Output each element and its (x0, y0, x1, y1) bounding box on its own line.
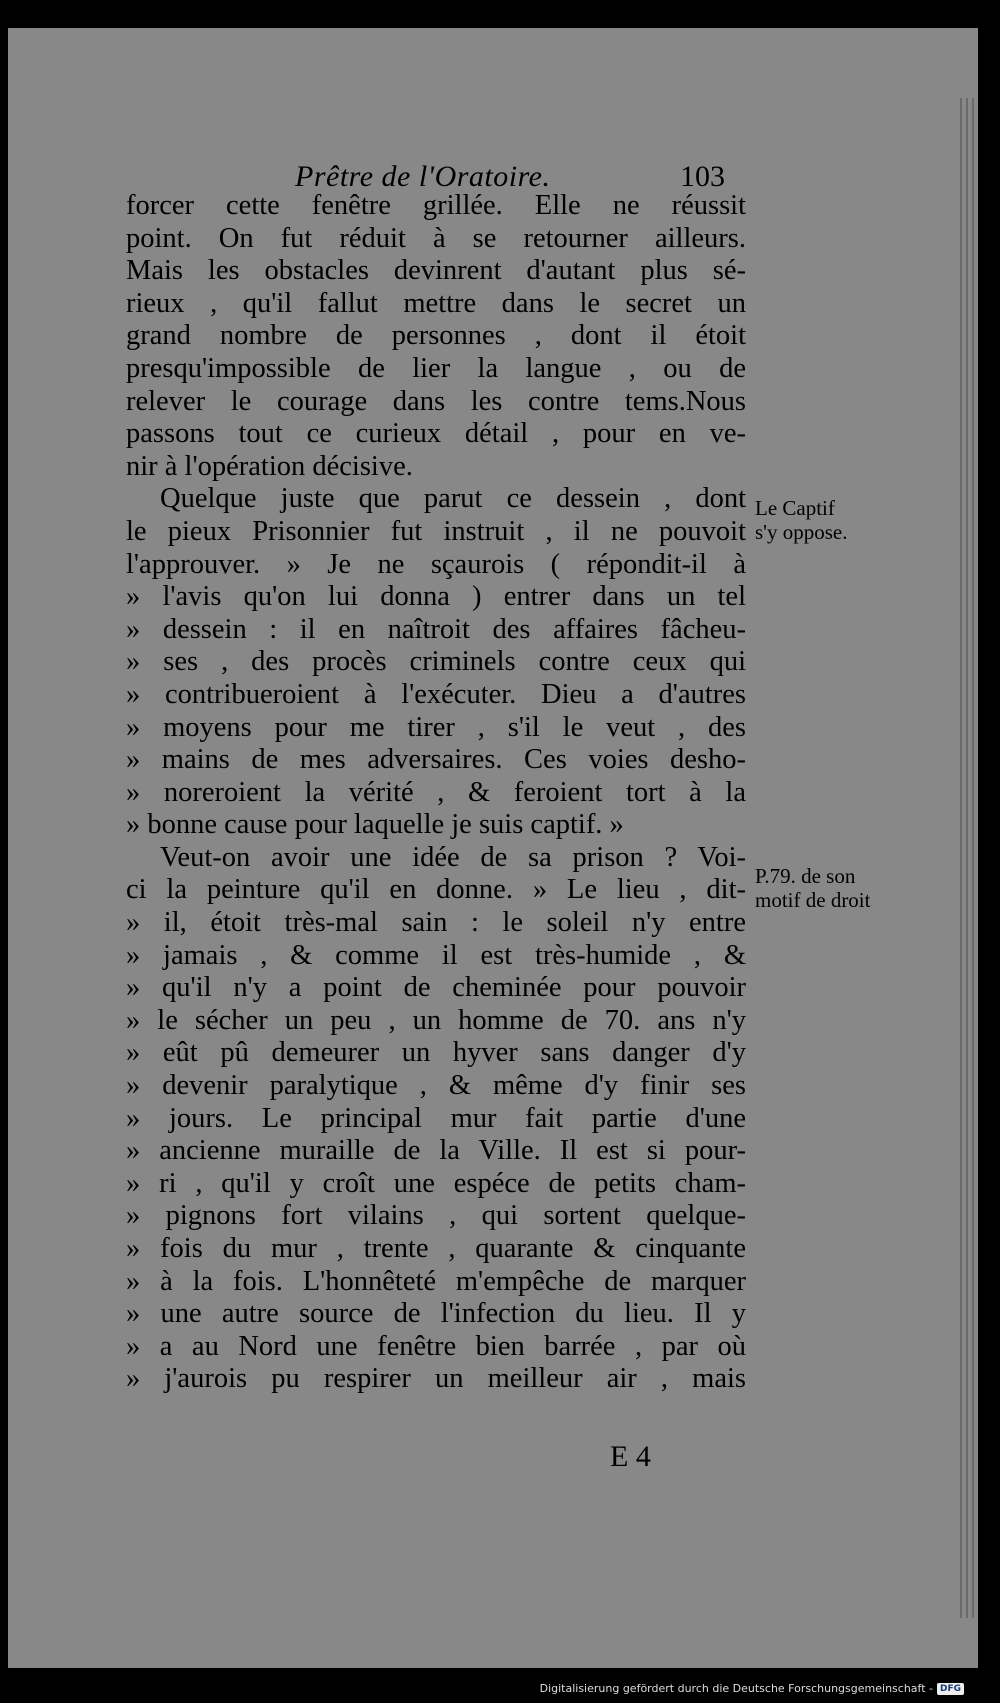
margin-note-line: s'y oppose. (755, 520, 848, 544)
text-line: » dessein : il en naîtroit des affaires fâcheu- (126, 613, 746, 645)
text-line: » a au Nord une fenêtre bien barrée , par où (126, 1330, 746, 1362)
text-line: » fois du mur , trente , quarante & cinquante (126, 1233, 746, 1264)
margin-note-line: P.79. de son (755, 864, 856, 888)
signature-mark: E 4 (610, 1440, 651, 1473)
margin-note-line: Le Captif (755, 496, 835, 520)
text-line: » j'aurois pu respirer un meilleur air , mais (126, 1363, 746, 1395)
margin-note (755, 496, 847, 544)
text-line: » à la fois. L'honnêteté m'empêche de marquer (126, 1265, 746, 1297)
text-line: » il, étoit très-mal sain : le soleil n'y entre (126, 907, 746, 939)
body-text (126, 190, 746, 1396)
text-line: » l'avis qu'on lui donna ) entrer dans un tel (126, 581, 746, 613)
text-line: point. On fut réduit à se retourner ailleurs. (126, 222, 746, 254)
text-line: rieux , qu'il fallut mettre dans le secret un (126, 287, 746, 319)
text-line: » ses , des procès criminels contre ceux qui (126, 646, 746, 678)
text-line: » jamais , & comme il est très-humide , & (126, 939, 746, 971)
text-line: passons tout ce curieux détail , pour en ve- (126, 418, 746, 450)
text-line: » pignons fort vilains , qui sortent quelque- (126, 1200, 746, 1232)
text-line: l'approuver. » Je ne sçaurois ( répondit-il à (126, 548, 746, 580)
text-line: » qu'il n'y a point de cheminée pour pouvoir (126, 972, 746, 1004)
text-line: » moyens pour me tirer , s'il le veut , des (126, 711, 746, 743)
text-line: » une autre source de l'infection du lieu. Il y (126, 1298, 746, 1330)
text-line: ci la peinture qu'il en donne. » Le lieu , dit- (126, 874, 746, 906)
text-line: le pieux Prisonnier fut instruit , il ne pouvoit (126, 515, 746, 547)
text-line: » bonne cause pour laquelle je suis captif. » (126, 809, 624, 841)
page-edge-line (966, 98, 968, 1618)
text-line: » jours. Le principal mur fait partie d'une (126, 1102, 746, 1134)
text-line: » le sécher un peu , un homme de 70. ans n'y (126, 1004, 746, 1036)
text-line: » noreroient la vérité , & feroient tort à la (126, 776, 746, 808)
text-line: » eût pû demeurer un hyver sans danger d'y (126, 1037, 746, 1069)
text-line: Quelque juste que parut ce dessein , dont (160, 483, 746, 515)
text-line: » devenir paralytique , & même d'y finir ses (126, 1070, 746, 1102)
page-edge-line (972, 98, 974, 1618)
text-line: grand nombre de personnes , dont il étoit (126, 320, 746, 352)
text-line: » ancienne muraille de la Ville. Il est si pour- (126, 1135, 746, 1167)
page-number: 103 (680, 160, 725, 193)
dfg-logo: DFG (937, 1683, 964, 1695)
text-line: nir à l'opération décisive. (126, 450, 413, 482)
margin-note (755, 864, 870, 912)
text-line: presqu'impossible de lier la langue , ou de (126, 352, 746, 384)
text-line: Mais les obstacles devinrent d'autant plus sé- (126, 255, 746, 287)
page-edge-line (960, 98, 962, 1618)
footer-credit-text: Digitalisierung gefördert durch die Deutsche Forschungsgemeinschaft - (539, 1682, 933, 1695)
text-line: » ri , qu'il y croît une espéce de petits cham- (126, 1167, 746, 1199)
footer-credit (540, 1682, 964, 1695)
text-line: relever le courage dans les contre tems.Nous (126, 385, 746, 417)
text-line: » contribueroient à l'exécuter. Dieu a d'autres (126, 678, 746, 710)
text-line: » mains de mes adversaires. Ces voies desho- (126, 744, 746, 776)
margin-note-line: motif de droit (755, 888, 871, 912)
text-line: Veut-on avoir une idée de sa prison ? Voi- (160, 841, 746, 873)
running-title: Prêtre de l'Oratoire. (295, 160, 551, 193)
text-line: forcer cette fenêtre grillée. Elle ne réussit (126, 190, 746, 221)
